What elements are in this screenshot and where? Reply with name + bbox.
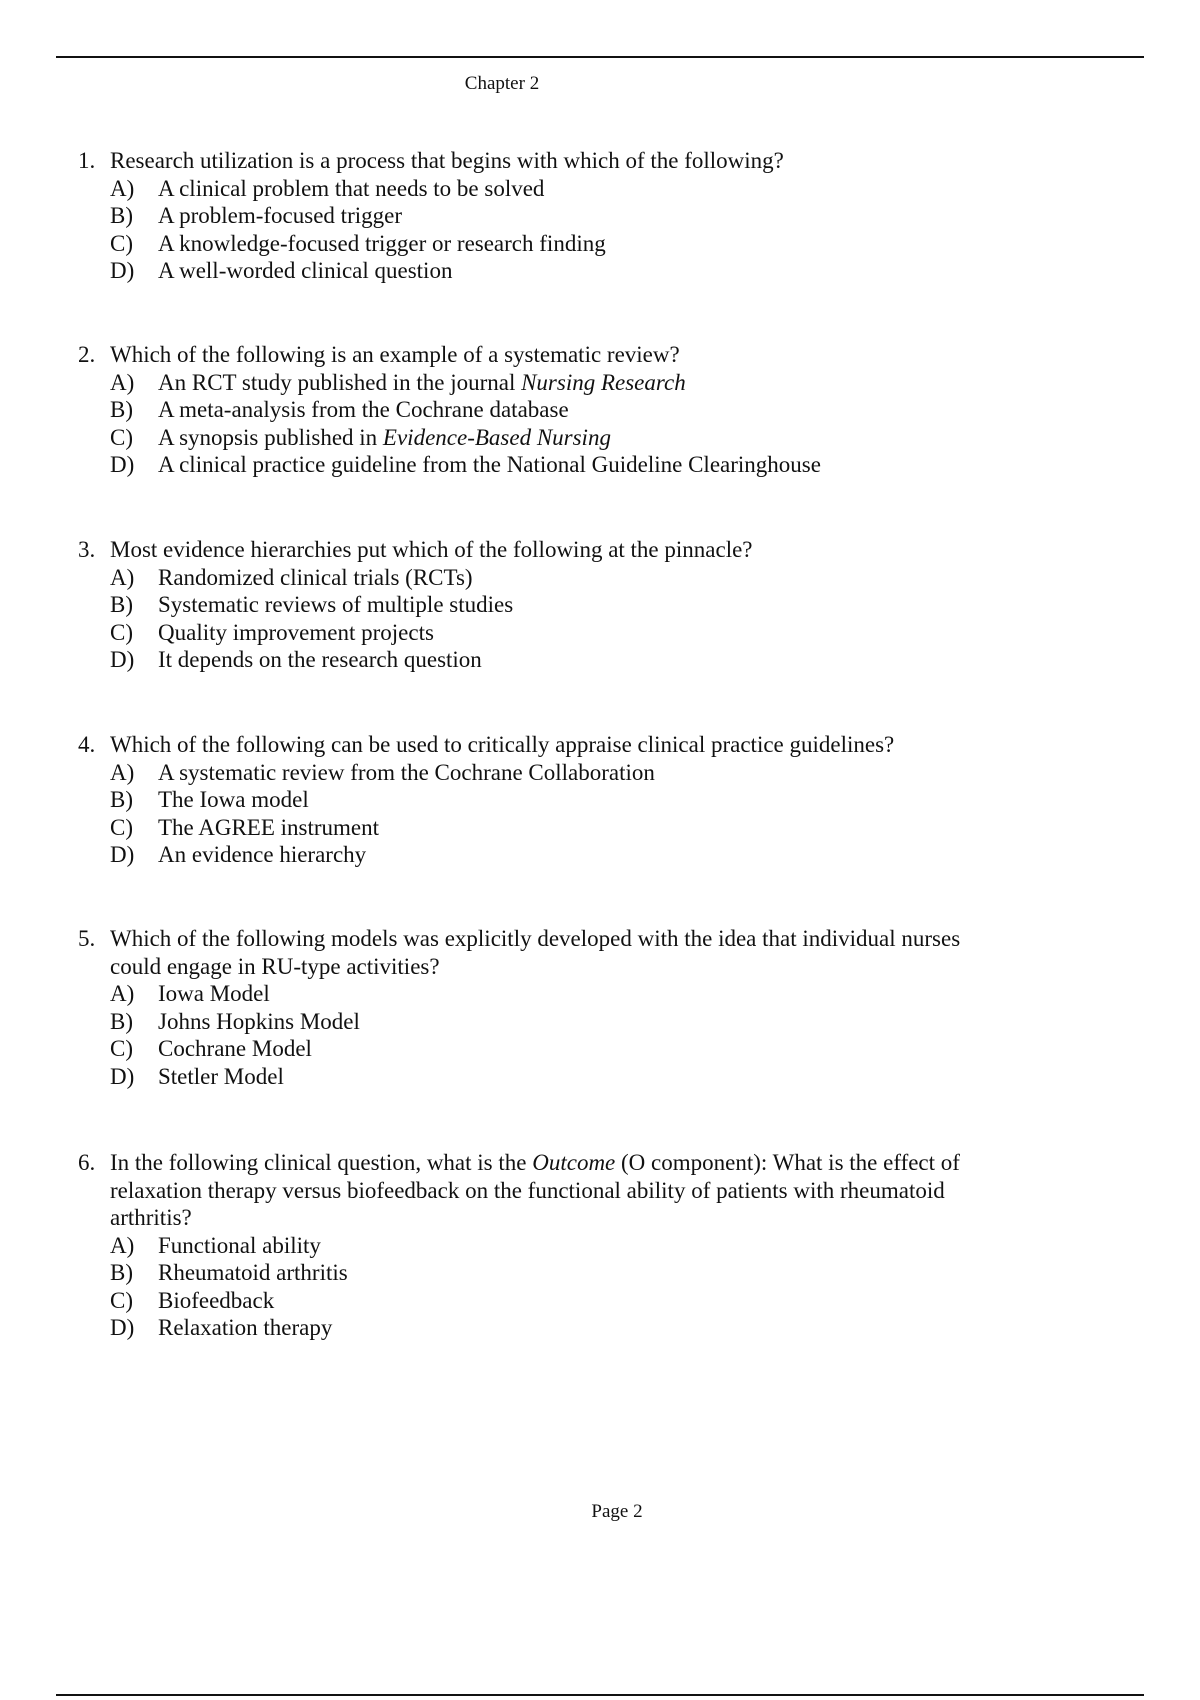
option-letter: B)	[110, 592, 133, 617]
answer-option	[78, 1232, 978, 1260]
answer-option	[78, 814, 978, 842]
question-number: 6.	[78, 1150, 96, 1175]
question-text: Most evidence hierarchies put which of the following at the pinnacle?	[110, 537, 753, 562]
answer-option	[78, 451, 978, 479]
option-letter: A)	[110, 564, 135, 590]
option-letter: D)	[110, 1063, 135, 1089]
option-text: A clinical problem that needs to be solved	[158, 175, 545, 201]
outcome-term: Outcome	[532, 1150, 616, 1175]
option-text: Biofeedback	[158, 1287, 275, 1313]
option-letter: B)	[110, 203, 133, 228]
option-text: A systematic review from the Cochrane Collaboration	[158, 759, 655, 785]
question-stem	[78, 1149, 978, 1232]
option-text: A clinical practice guideline from the National Guideline Clearinghouse	[158, 452, 821, 477]
answer-option	[78, 1287, 978, 1315]
option-text: Functional ability	[158, 1232, 321, 1258]
option-letter: D)	[110, 842, 135, 867]
question-5	[78, 925, 978, 1090]
question-text: Which of the following can be used to critically appraise clinical practice guidelines?	[110, 732, 895, 757]
answer-option	[78, 1259, 978, 1287]
answer-option	[78, 424, 978, 452]
option-text: Iowa Model	[158, 981, 270, 1006]
question-stem	[78, 731, 978, 759]
question-stem	[78, 925, 978, 980]
answer-option	[78, 759, 978, 787]
question-stem	[78, 147, 978, 175]
option-text: Johns Hopkins Model	[158, 1008, 360, 1034]
answer-option	[78, 841, 978, 869]
answer-options	[78, 1232, 978, 1342]
answer-option	[78, 396, 978, 424]
answer-option	[78, 1314, 978, 1342]
question-6	[78, 1149, 978, 1342]
option-letter: C)	[110, 1036, 133, 1061]
option-text-wrap	[158, 369, 978, 397]
question-stem	[78, 341, 978, 369]
option-letter: D)	[110, 1315, 135, 1340]
question-1	[78, 147, 978, 285]
option-text: It depends on the research question	[158, 647, 482, 672]
question-number: 5.	[78, 926, 96, 951]
answer-option	[78, 1035, 978, 1063]
option-letter: A)	[110, 759, 135, 785]
option-letter: D)	[110, 647, 135, 672]
option-letter: D)	[110, 258, 135, 283]
option-letter: A)	[110, 1232, 135, 1258]
option-text: A knowledge-focused trigger or research finding	[158, 230, 606, 256]
option-text: A well-worded clinical question	[158, 258, 453, 283]
option-letter: C)	[110, 814, 133, 840]
answer-option	[78, 369, 978, 397]
answer-option	[78, 980, 978, 1008]
question-text: In the following clinical question, what is the	[110, 1150, 533, 1175]
option-letter: B)	[110, 787, 133, 812]
question-3	[78, 536, 978, 674]
option-letter: C)	[110, 619, 133, 645]
question-number: 1.	[78, 148, 96, 173]
option-text: A problem-focused trigger	[158, 203, 402, 228]
answer-option	[78, 591, 978, 619]
answer-option	[78, 646, 978, 674]
top-rule	[56, 56, 1144, 58]
chapter-header: Chapter 2	[464, 73, 540, 94]
option-text: An RCT study published in the journal	[158, 369, 522, 395]
option-text: A meta-analysis from the Cochrane database	[158, 397, 569, 422]
answer-option	[78, 1063, 978, 1091]
bottom-rule	[56, 1694, 1144, 1696]
option-text: A synopsis published in	[158, 424, 383, 450]
option-letter: C)	[110, 424, 133, 450]
option-text: The AGREE instrument	[158, 814, 380, 840]
option-letter: A)	[110, 175, 135, 201]
option-text: The Iowa model	[158, 787, 309, 812]
answer-options	[78, 175, 978, 285]
page-number: Page 2	[591, 1501, 643, 1522]
question-number: 2.	[78, 342, 96, 367]
option-text: Cochrane Model	[158, 1036, 312, 1061]
answer-option	[78, 175, 978, 203]
option-letter: D)	[110, 452, 135, 477]
question-2	[78, 341, 978, 479]
answer-options	[78, 564, 978, 674]
answer-options	[78, 759, 978, 869]
option-text: An evidence hierarchy	[158, 842, 367, 867]
answer-option	[78, 230, 978, 258]
question-number: 4.	[78, 732, 96, 757]
journal-title: Evidence-Based Nursing	[382, 424, 611, 450]
question-number: 3.	[78, 537, 96, 562]
answer-option	[78, 564, 978, 592]
question-text-wrap	[110, 1149, 978, 1232]
answer-option	[78, 1008, 978, 1036]
option-text: Quality improvement projects	[158, 619, 434, 645]
question-text: Research utilization is a process that begins with which of the following?	[110, 148, 784, 173]
option-letter: A)	[110, 981, 135, 1006]
question-stem	[78, 536, 978, 564]
answer-option	[78, 257, 978, 285]
answer-option	[78, 786, 978, 814]
option-text: Randomized clinical trials (RCTs)	[158, 564, 473, 590]
answer-option	[78, 202, 978, 230]
option-letter: B)	[110, 1008, 133, 1034]
answer-options	[78, 369, 978, 479]
option-text: Systematic reviews of multiple studies	[158, 592, 514, 617]
option-text: Relaxation therapy	[158, 1315, 333, 1340]
question-text: (O component): What is the effect of relaxation therapy versus biofeedback on the functional ability of patients with rheumatoid arthritis?	[110, 1150, 960, 1230]
option-letter: A)	[110, 369, 135, 395]
answer-options	[78, 980, 978, 1090]
question-text: Which of the following models was explicitly developed with the idea that individual nurses could engage in RU-type activities?	[110, 926, 961, 979]
option-letter: B)	[110, 1260, 133, 1285]
option-text: Rheumatoid arthritis	[158, 1260, 348, 1285]
option-text-wrap	[158, 424, 978, 452]
option-letter: C)	[110, 1287, 133, 1313]
option-letter: C)	[110, 230, 133, 256]
answer-option	[78, 619, 978, 647]
question-4	[78, 731, 978, 869]
question-text: Which of the following is an example of a systematic review?	[110, 342, 680, 367]
option-text: Stetler Model	[158, 1063, 284, 1089]
journal-title: Nursing Research	[521, 369, 686, 395]
option-letter: B)	[110, 397, 133, 422]
